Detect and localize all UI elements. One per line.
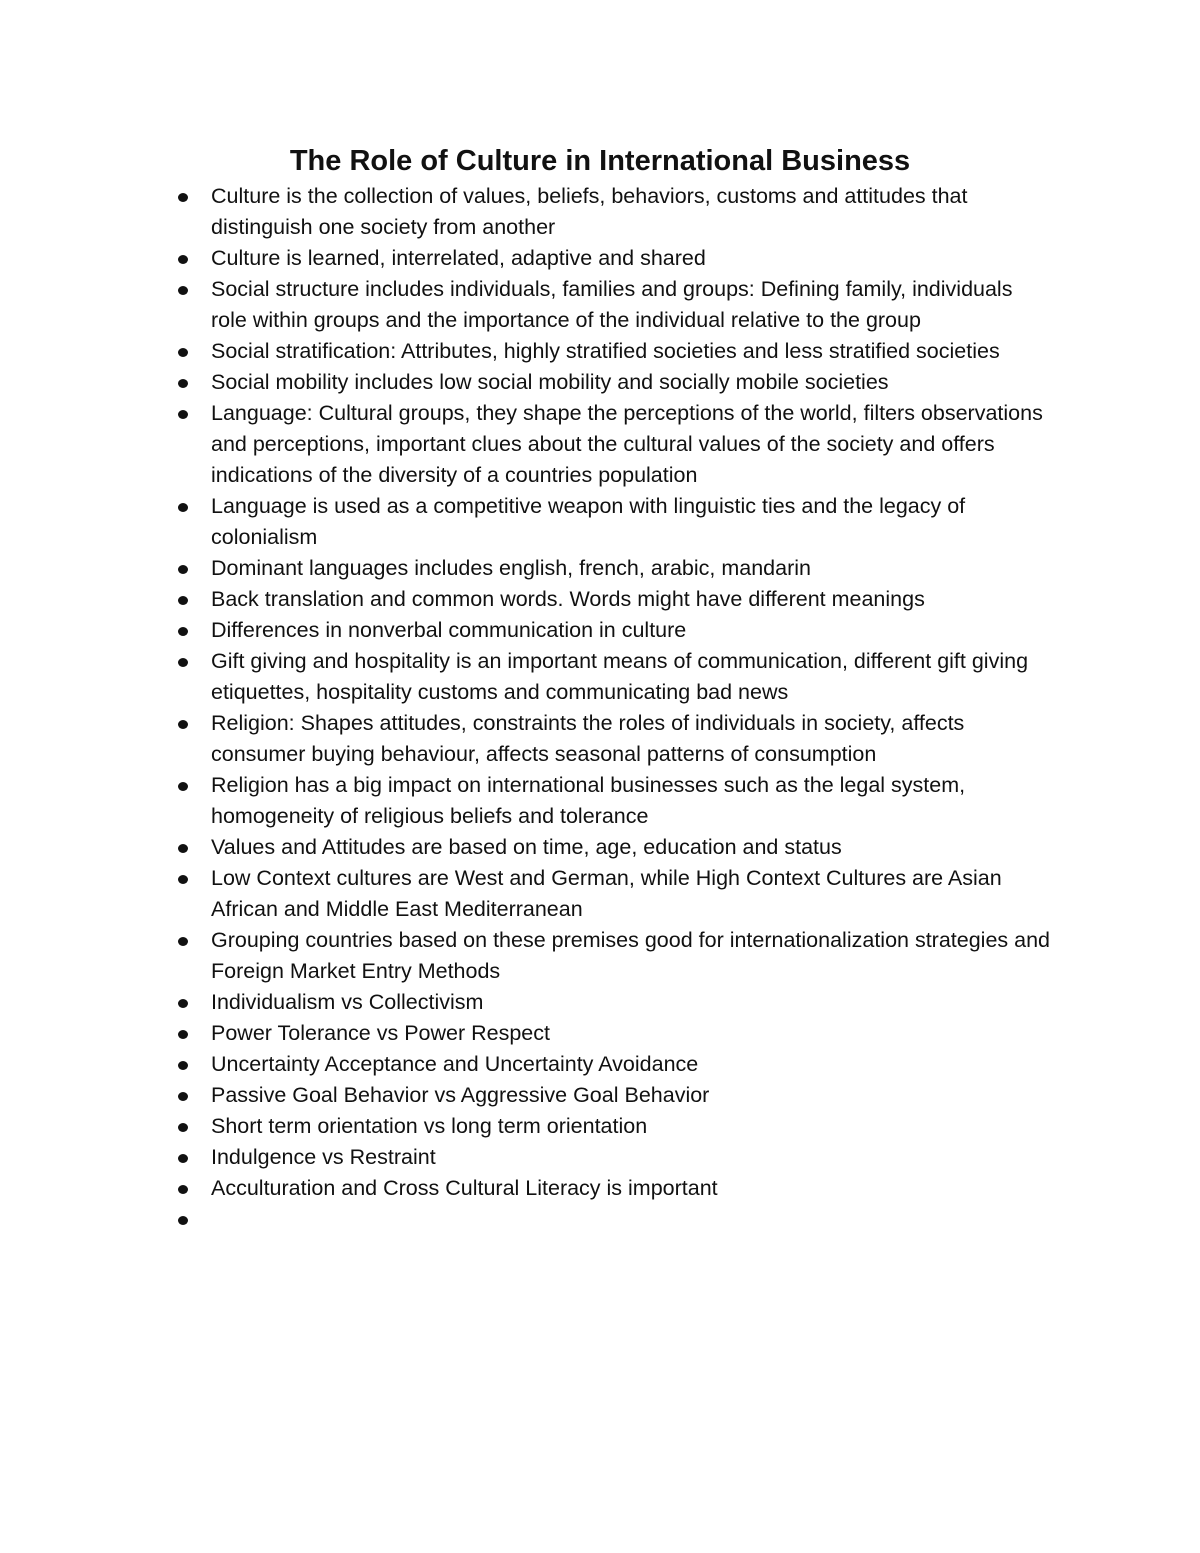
list-item — [0, 584, 1200, 615]
list-item — [0, 1204, 1200, 1235]
bullet-icon — [178, 937, 188, 946]
bullet-text: Power Tolerance vs Power Respect — [211, 1021, 550, 1045]
bullet-icon — [178, 1216, 188, 1225]
list-item — [0, 708, 1200, 770]
bullet-icon — [178, 565, 188, 574]
list-item — [0, 1049, 1200, 1080]
bullet-text: Religion: Shapes attitudes, constraints the roles of individuals in society, affects consumer buying behaviour, affects seasonal patterns of consumption — [211, 711, 965, 766]
list-item — [0, 553, 1200, 584]
bullet-text: Social mobility includes low social mobility and socially mobile societies — [211, 370, 889, 394]
bullet-icon — [178, 255, 188, 264]
list-item — [0, 1173, 1200, 1204]
list-item — [0, 1142, 1200, 1173]
bullet-icon — [178, 627, 188, 636]
bullet-icon — [178, 720, 188, 729]
list-item — [0, 770, 1200, 832]
list-item — [0, 367, 1200, 398]
bullet-text: Language is used as a competitive weapon with linguistic ties and the legacy of colonialism — [211, 494, 966, 549]
list-item — [0, 1080, 1200, 1111]
bullet-icon — [178, 1185, 188, 1194]
bullet-icon — [178, 379, 188, 388]
bullet-text: Values and Attitudes are based on time, age, education and status — [211, 835, 842, 859]
bullet-text: Culture is learned, interrelated, adaptive and shared — [211, 246, 706, 270]
list-item — [0, 987, 1200, 1018]
bullet-icon — [178, 1092, 188, 1101]
bullet-icon — [178, 193, 188, 202]
bullet-icon — [178, 503, 188, 512]
bullet-icon — [178, 999, 188, 1008]
bullet-text: Acculturation and Cross Cultural Literacy is important — [211, 1176, 718, 1200]
list-item — [0, 336, 1200, 367]
bullet-text: Back translation and common words. Words might have different meanings — [211, 587, 925, 611]
list-item — [0, 243, 1200, 274]
bullet-text: Indulgence vs Restraint — [211, 1145, 436, 1169]
bullet-text: Culture is the collection of values, beliefs, behaviors, customs and attitudes that distinguish one society from another — [211, 184, 968, 239]
bullet-icon — [178, 1154, 188, 1163]
bullet-text: Social structure includes individuals, families and groups: Defining family, individuals role within groups and the importance of the individual relative to the group — [211, 277, 1013, 332]
bullet-icon — [178, 844, 188, 853]
bullet-text: Grouping countries based on these premises good for internationalization strategies and Foreign Market Entry Methods — [211, 928, 1051, 983]
list-item — [0, 1018, 1200, 1049]
bullet-text: Dominant languages includes english, french, arabic, mandarin — [211, 556, 811, 580]
bullet-icon — [178, 1061, 188, 1070]
bullet-text: Religion has a big impact on international businesses such as the legal system, homogeneity of religious beliefs and tolerance — [211, 773, 966, 828]
list-item — [0, 398, 1200, 491]
bullet-text: Short term orientation vs long term orientation — [211, 1114, 648, 1138]
bullet-icon — [178, 1030, 188, 1039]
list-item — [0, 925, 1200, 987]
bullet-icon — [178, 782, 188, 791]
list-item — [0, 274, 1200, 336]
bullet-text: Low Context cultures are West and German, while High Context Cultures are Asian African and Middle East Mediterranean — [211, 866, 1002, 921]
bullet-icon — [178, 596, 188, 605]
bullet-text: Uncertainty Acceptance and Uncertainty Avoidance — [211, 1052, 699, 1076]
bullet-icon — [178, 875, 188, 884]
bullet-text: Social stratification: Attributes, highly stratified societies and less stratified societies — [211, 339, 1000, 363]
list-item — [0, 181, 1200, 243]
bullet-icon — [178, 1123, 188, 1132]
bullet-text: Passive Goal Behavior vs Aggressive Goal Behavior — [211, 1083, 710, 1107]
list-item — [0, 615, 1200, 646]
bullet-list — [0, 181, 1200, 1235]
list-item — [0, 863, 1200, 925]
list-item — [0, 832, 1200, 863]
bullet-text: Language: Cultural groups, they shape the perceptions of the world, filters observations and perceptions, important clues about the cultural values of the society and offers indications of the diversity of a countries population — [211, 401, 1043, 487]
list-item — [0, 646, 1200, 708]
bullet-icon — [178, 286, 188, 295]
bullet-icon — [178, 658, 188, 667]
list-item — [0, 491, 1200, 553]
bullet-text: Individualism vs Collectivism — [211, 990, 484, 1014]
list-item — [0, 1111, 1200, 1142]
bullet-text — [211, 1204, 1050, 1235]
document-title: The Role of Culture in International Business — [289, 145, 911, 177]
bullet-icon — [178, 348, 188, 357]
bullet-text: Differences in nonverbal communication in culture — [211, 618, 687, 642]
bullet-icon — [178, 410, 188, 419]
bullet-text: Gift giving and hospitality is an important means of communication, different gift giving etiquettes, hospitality customs and communicating bad news — [211, 649, 1029, 704]
